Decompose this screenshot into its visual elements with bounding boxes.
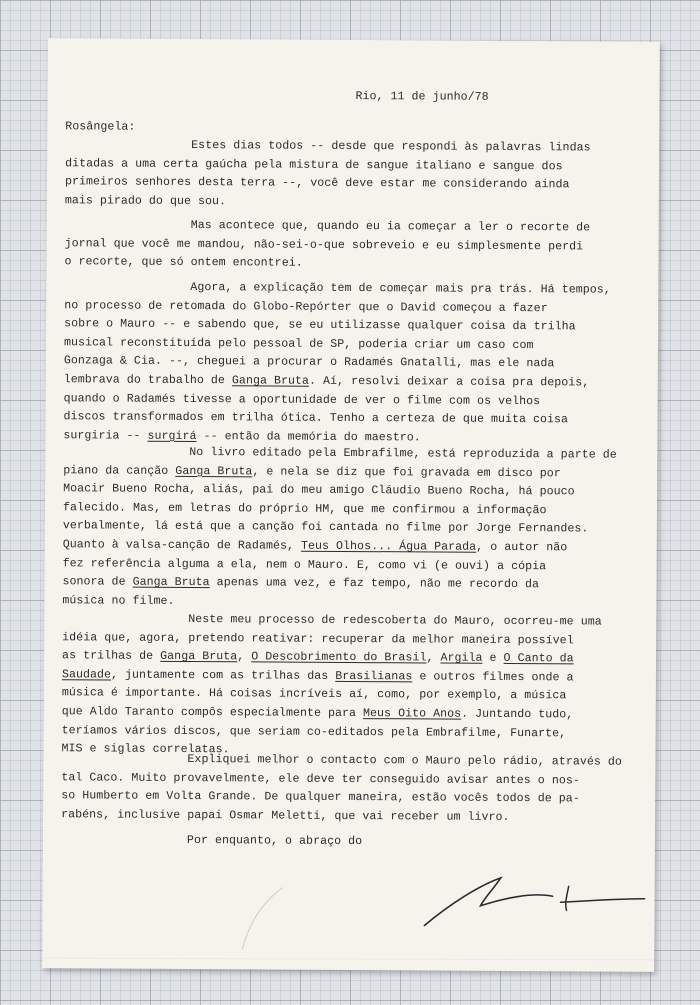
letter-line: [64, 390, 541, 411]
line-text: discos transformados em trilha ótica. Tenho a certeza de que muita coisa: [63, 410, 569, 427]
letter-line: [63, 518, 589, 539]
line-text: . Aí, resolvi deixar a coisa pra depois,: [308, 374, 590, 390]
letter-line: [61, 806, 510, 827]
letter-line: [62, 685, 567, 706]
line-text: surgiria --: [63, 429, 148, 443]
underlined-title: Saudade: [61, 668, 112, 682]
letter-line: [188, 611, 602, 632]
line-text: verbalmente, lá está que a canção foi cantada no filme por Jorge Fernandes.: [62, 519, 589, 536]
letter-line: [62, 629, 574, 650]
line-text: musical reconstituída pelo pessoal de SP, poderia criar um caso com: [63, 336, 534, 352]
letter-sheet: [42, 38, 660, 972]
letter-line: [63, 462, 561, 483]
letter-line: [61, 769, 580, 790]
letter-line: [62, 666, 574, 687]
underlined-title: Ganga Bruta: [160, 650, 238, 664]
line-text: . Juntando tudo,: [461, 707, 574, 722]
line-text: falecido. Mas, em letras do próprio HM, que me confirmou a informação: [62, 501, 547, 517]
line-text: Moacir Bueno Rocha, aliás, pai do meu amigo Cláudio Bueno Rocha, há pouco: [63, 482, 575, 499]
line-text: Expliquei melhor o contacto com o Mauro pelo rádio, através do: [187, 753, 622, 769]
line-text: ,: [426, 651, 441, 665]
line-text: o recorte, que só ontem encontrei.: [64, 255, 303, 270]
underlined-title: O Canto da: [503, 652, 574, 666]
underlined-title: Meus Oito Anos: [363, 707, 462, 721]
line-text: sonora de: [62, 575, 133, 589]
letter-line: [63, 555, 547, 576]
underlined-title: Teus Olhos... Água Parada: [300, 539, 477, 554]
line-text: -- então da memória do maestro.: [196, 429, 421, 445]
letter-line: [64, 253, 302, 272]
line-text: rabéns, inclusive papai Osmar Meletti, que vai receber um livro.: [61, 808, 510, 824]
line-text: piano da canção: [63, 463, 176, 478]
letter-line: [189, 444, 617, 465]
underlined-title: Argila: [440, 651, 483, 665]
underlined-title: O Descobrimento do Brasil: [251, 650, 427, 665]
handwritten-signature-icon: [420, 855, 650, 931]
line-text: , o autor não: [476, 540, 568, 555]
letter-line: [61, 787, 580, 808]
line-text: teríamos vários discos, que seriam co-editados pela Embrafilme, Funarte,: [61, 723, 567, 740]
underlined-title: Ganga Bruta: [231, 374, 310, 388]
line-text: lembrava do trabalho de: [63, 373, 232, 388]
line-text: apenas uma vez, e faz tempo, não me recordo da: [209, 576, 540, 592]
line-text: Estes dias todos -- desde que respondi às palavras lindas: [191, 139, 591, 155]
letter-line: [62, 703, 574, 724]
line-text: , juntamente com as trilhas das: [110, 668, 336, 683]
underlined-title: Brasilianas: [335, 669, 413, 684]
letter-line: [64, 315, 576, 336]
letter-line: [62, 647, 574, 668]
line-text: No livro editado pela Embrafilme, está reproduzida a parte de: [189, 446, 617, 462]
letter-line: [63, 480, 575, 501]
letter-line: [64, 297, 548, 318]
line-text: , e nela se diz que foi gravada em disco por: [252, 464, 561, 480]
letter-line: [64, 371, 590, 392]
letter-line: [65, 173, 570, 194]
letter-line: [63, 499, 547, 520]
letter-salutation: Rosângela:: [65, 120, 136, 134]
line-text: e: [482, 651, 504, 666]
letter-date: Rio, 11 de junho/78: [355, 90, 489, 104]
letter-body: [61, 38, 646, 849]
letter-line: [65, 235, 584, 256]
line-text: Quanto à valsa-canção de Radamés,: [62, 538, 302, 553]
line-text: e outros filmes onde a: [412, 670, 574, 685]
letter-line: [64, 353, 555, 374]
letter-line: [187, 751, 622, 772]
letter-line: [65, 155, 563, 176]
line-text: música no filme.: [62, 594, 175, 608]
line-text: so Humberto em Volta Grande. De qualquer maneira, estão vocês todos de pa-: [61, 789, 580, 806]
line-text: ditadas a uma certa gaúcha pela mistura de sangue italiano e sangue dos: [65, 156, 563, 173]
line-text: Gonzaga & Cia. --, cheguei a procurar o Radamés Gnatalli, mas ele nada: [63, 354, 555, 371]
letter-line: [62, 592, 174, 611]
line-text: tal Caco. Muito provavelmente, ele deve ter conseguido avisar antes o nos-: [61, 770, 580, 787]
line-text: idéia que, agora, pretendo reativar: recuperar da melhor maneira possível: [62, 630, 574, 647]
letter-line: [191, 137, 591, 157]
line-text: MIS e siglas correlatas.: [61, 742, 230, 757]
underlined-title: Ganga Bruta: [175, 464, 253, 478]
underlined-title: Ganga Bruta: [132, 575, 210, 590]
letter-line: [190, 279, 611, 300]
line-text: jornal que você me mandou, não-sei-o-que sobreveio e eu simplesmente perdi: [64, 236, 584, 254]
letter-line: [64, 334, 534, 355]
letter-line: [191, 217, 591, 237]
line-text: primeiros senhores desta terra --, você deve estar me considerando ainda: [64, 175, 570, 192]
letter-closing: Por enquanto, o abraço do: [186, 834, 363, 849]
line-text: Neste meu processo de redescoberta do Mauro, ocorreu-me uma: [188, 613, 602, 629]
line-text: que Aldo Taranto compôs especialmente para: [61, 705, 364, 721]
line-text: ,: [237, 650, 252, 664]
line-text: fez referência alguma a ela, nem o Mauro. E, como vi (e ouvi) a cópia: [62, 556, 547, 573]
line-text: música é importante. Há coisas incríveis aí, como, por exemplo, a música: [61, 686, 567, 703]
letter-line: [62, 573, 539, 594]
line-text: sobre o Mauro -- e sabendo que, se eu utilizasse qualquer coisa da trilha: [64, 317, 576, 334]
line-text: Mas acontece que, quando eu ia começar a ler o recorte de: [190, 219, 591, 235]
line-text: no processo de retomada do Globo-Repórter que o David começou a fazer: [64, 298, 548, 315]
line-text: Agora, a explicação tem de começar mais pra trás. Há tempos,: [190, 281, 611, 297]
letter-line: [65, 192, 226, 211]
letter-line: [63, 408, 568, 429]
letter-line: [63, 536, 568, 557]
line-text: mais pirado do que sou.: [64, 194, 227, 209]
line-text: as trilhas de: [62, 649, 161, 664]
letter-line: [62, 722, 567, 743]
line-text: quando o Radamés tivesse a oportunidade de ver o filme com os velhos: [63, 391, 541, 408]
underlined-title: surgirá: [147, 429, 197, 443]
